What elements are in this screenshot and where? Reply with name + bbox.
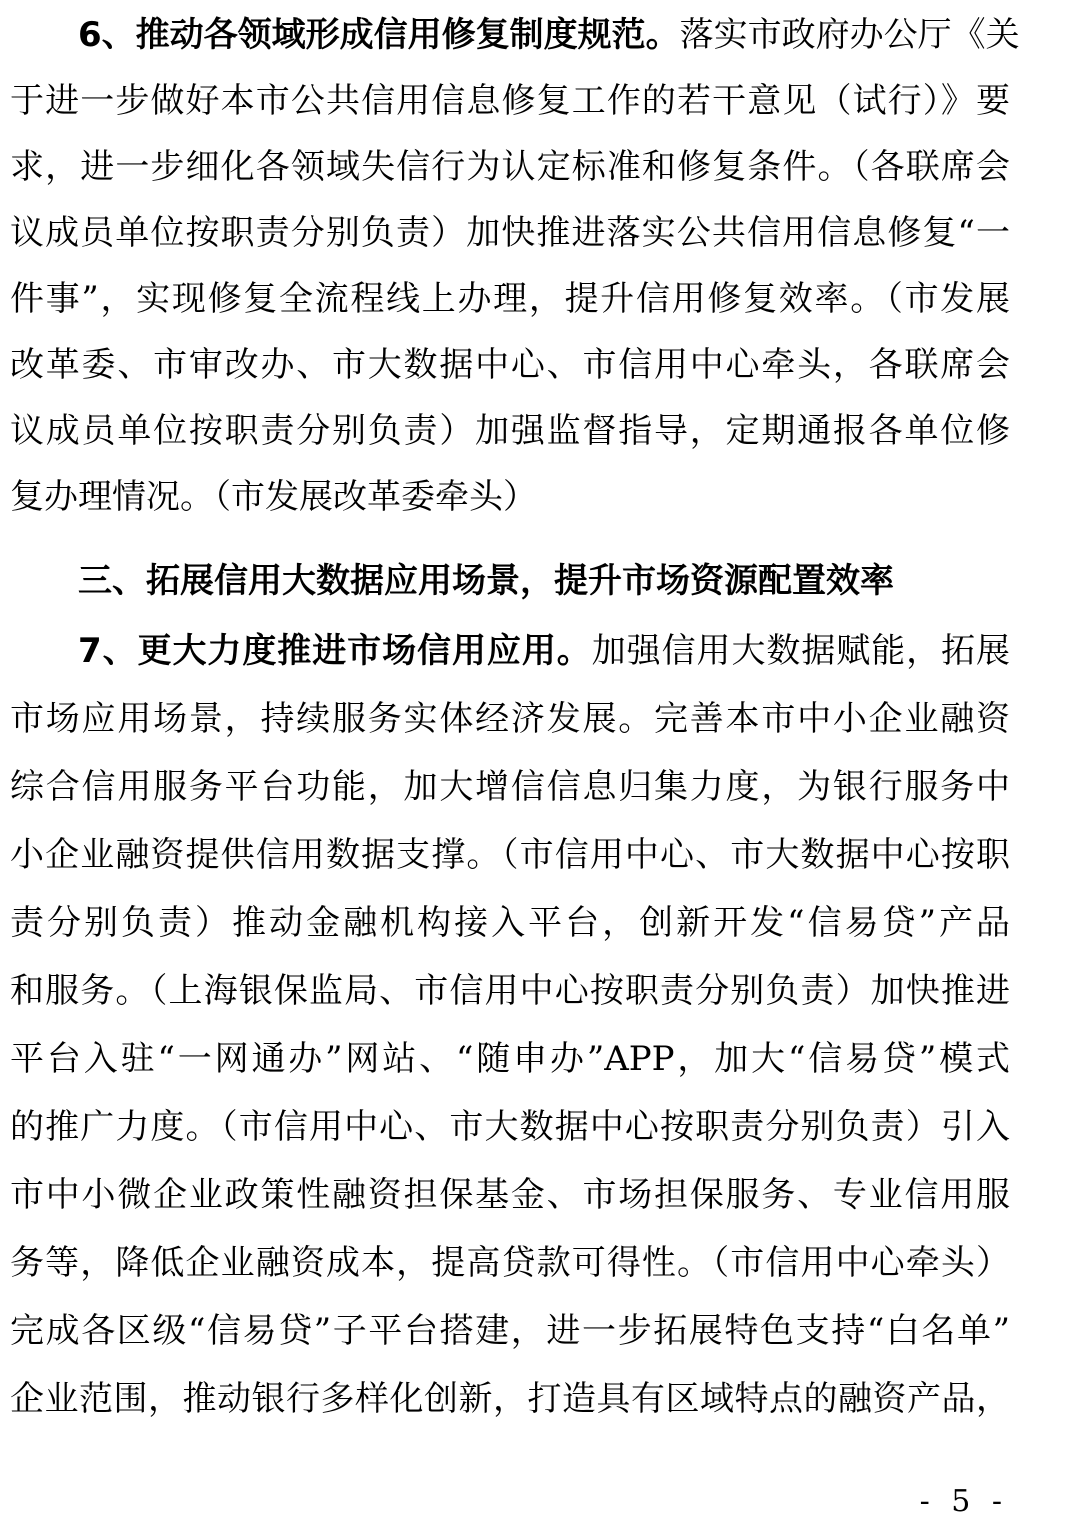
paragraph-line: 议成员单位按职责分别负责）加强监督指导，定期通报各单位修 — [10, 411, 1010, 451]
paragraph-line: 复办理情况。（市发展改革委牵头） — [10, 477, 537, 517]
paragraph-line: 企业范围，推动银行多样化创新，打造具有区域特点的融资产品， — [10, 1379, 1010, 1419]
paragraph-line: 完成各区级“信易贷”子平台搭建，进一步拓展特色支持“白名单” — [10, 1311, 1010, 1351]
item-6-lead: 6、推动各领域形成信用修复制度规范。 — [78, 15, 680, 55]
paragraph-line: 责分别负责）推动金融机构接入平台，创新开发“信易贷”产品 — [10, 903, 1010, 943]
paragraph-line: 务等，降低企业融资成本，提高贷款可得性。（市信用中心牵头） — [10, 1243, 1010, 1283]
item-7-lead: 7、更大力度推进市场信用应用。 — [78, 631, 592, 671]
paragraph-line: 市场应用场景，持续服务实体经济发展。完善本市中小企业融资 — [10, 699, 1010, 739]
paragraph-line: 综合信用服务平台功能，加大增信信息归集力度，为银行服务中 — [10, 767, 1010, 807]
page-number: - 5 - — [919, 1484, 1008, 1519]
paragraph-line — [78, 10, 1020, 60]
paragraph-line: 平台入驻“一网通办”网站、“随申办”APP，加大“信易贷”模式 — [10, 1039, 1010, 1079]
paragraph-line: 的推广力度。（市信用中心、市大数据中心按职责分别负责）引入 — [10, 1107, 1010, 1147]
section-heading: 三、拓展信用大数据应用场景，提升市场资源配置效率 — [78, 561, 894, 601]
paragraph-line: 市中小微企业政策性融资担保基金、市场担保服务、专业信用服 — [10, 1175, 1010, 1215]
paragraph-line: 改革委、市审改办、市大数据中心、市信用中心牵头，各联席会 — [10, 345, 1010, 385]
paragraph-line: 议成员单位按职责分别负责）加快推进落实公共信用信息修复“一 — [10, 213, 1010, 253]
paragraph-line: 求，进一步细化各领域失信行为认定标准和修复条件。（各联席会 — [10, 147, 1010, 187]
paragraph-line: 于进一步做好本市公共信用信息修复工作的若干意见（试行）》要 — [10, 81, 1010, 121]
item-7-text: 加强信用大数据赋能，拓展 — [591, 631, 1011, 671]
paragraph-line: 小企业融资提供信用数据支撑。（市信用中心、市大数据中心按职 — [10, 835, 1010, 875]
item-6-text: 落实市政府办公厅《关 — [679, 15, 1020, 55]
paragraph-line: 和服务。（上海银保监局、市信用中心按职责分别负责）加快推进 — [10, 971, 1010, 1011]
paragraph-line: 件事”，实现修复全流程线上办理，提升信用修复效率。（市发展 — [10, 279, 1010, 319]
paragraph-line — [78, 626, 1010, 676]
